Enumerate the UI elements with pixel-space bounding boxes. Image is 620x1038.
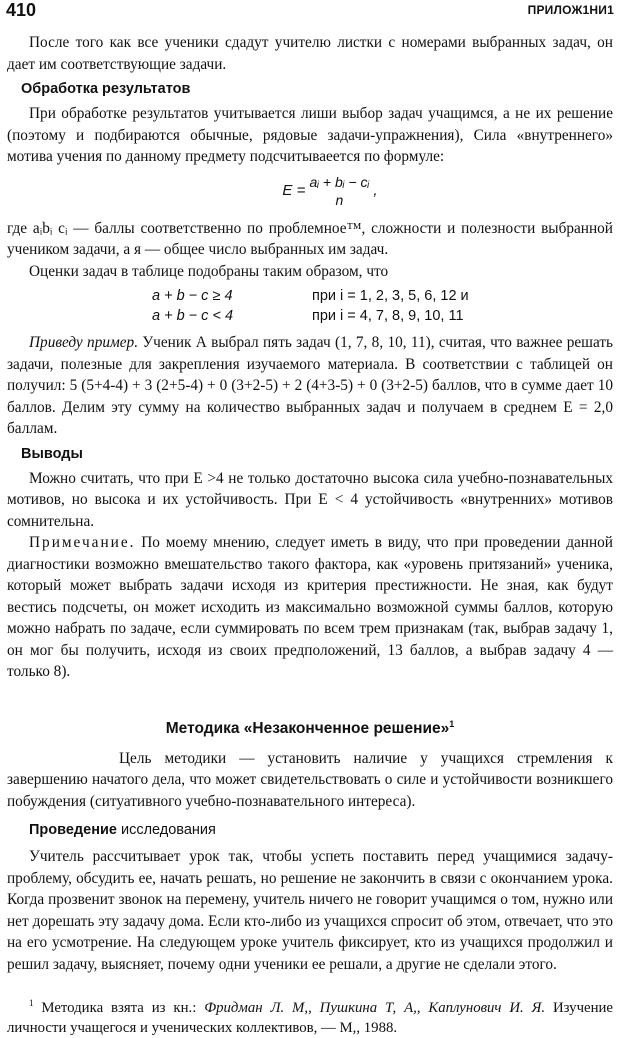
condition-row [7,306,613,326]
method-title-text: Методика «Незаконченное решение» [165,719,450,737]
page-number: 410 [6,0,37,20]
footnote-pre: Методика взята из кн.: [33,1000,205,1017]
heading-conduct-rest: исследования [116,822,216,839]
formula-denominator: n [335,191,344,208]
method-title [7,713,613,740]
heading-processing: Обработка результатов [21,81,191,97]
formula-lhs: E = [282,181,306,199]
paragraph-where: где aᵢbᵢ cᵢ — баллы соответственно по проблемное™, сложности и полезности выбранной учеником задачи, а я — общее число выбранных им задач. [7,219,613,258]
example-text: Ученик А выбрал пять задач (1, 7, 8, 10, 11), считая, что важнее решать задачи, полезные для закрепления изучаемого материала. В соответствии с таблицей он получил: 5 (5+4-4) + 3 (2+5-4) + 0 (3+2-5) + 2 (4+3-5) + 0 (3+2-5) баллов, что в сумме дает 10 баллов. Делим эту сумму на количество выбранных задач и получаем в среднем E = 2,0 баллам. [7,334,613,437]
condition-values: при i = 4, 7, 8, 9, 10, 11 [312,308,464,324]
condition-expression: a + b − c < 4 [152,308,234,324]
paragraph-conclusions: Можно считать, что при E >4 не только достаточно высока сила учебно-познавательных мотивов, но высока и их устойчивость. При E < 4 устойчивость «внутренних» мотивов сомнительна. [7,469,613,530]
example-lead: Приведу пример. [29,334,139,351]
conditions-block [7,286,613,326]
note-text: По моему мнению, следует иметь в виду, что при проведении данной диагностики возможно вмешательство такого фактора, как «уровень притязаний» ученика, который может выбрать задачи исходя из критерия престижности. Не зная, как будут вестись подсчеты, он может исходить из максимально возможной суммы баллов, которую можно набрать по задаче, если суммировать по всем трем признакам (так, выбрав задачу 1, он мог бы получить, исходя из своих предположений, 13 баллов, а выбрав задачу 4 — только 8). [7,534,613,680]
footnote [7,993,613,1038]
formula-expression [282,174,377,208]
running-head: ПРИЛОЖ1НИ1 [527,3,614,17]
page-body [7,32,613,1038]
formula-tail: , [373,181,378,199]
note-lead: Примечание. [29,534,136,551]
paragraph-note [7,532,613,683]
condition-values: при i = 1, 2, 3, 5, 6, 12 и [312,288,469,304]
paragraph-intro: После того как все ученики сдадут учителю листки с номерами выбранных задач, он дает им соответствующие задачи. [7,34,613,73]
formula-numerator: aᵢ + bᵢ − cᵢ [309,173,370,190]
heading-conduct [29,820,613,840]
heading-conclusions: Выводы [21,445,83,462]
paragraph-goal: Цель методики — установить наличие у учащихся стремления к завершению начатого дела, что может свидетельствовать о силе и устойчивости возникшего побуждения (ситуативного учебно-познавательного интереса). [7,749,613,810]
paragraph-processing: При обработке результатов учитывается лиши выбор задач учащимся, а не их решение (поэтому и подбираются обычные, рядовые задачи-упражнения), Сила «внутреннего» мотива учения по данному предмету подсчитываеется по формуле: [7,105,613,165]
page-header [0,0,620,24]
condition-row [7,286,613,306]
formula [7,174,613,214]
paragraph-scores: Оценки задач в таблице подобраны таким образом, что [29,262,389,280]
condition-expression: a + b − c ≥ 4 [152,288,233,304]
footnote-authors: Фридман Л. М,, Пушкина Т, А,, Каплунович И. Я. [204,1000,546,1017]
heading-conduct-bold: Проведение [29,822,117,839]
footnote-ref: 1 [449,718,455,729]
paragraph-example [7,332,613,440]
formula-fraction [310,174,370,208]
footnote-post: Изучение личности учащегося и ученических коллективов, — М,, 1988. [7,1000,613,1037]
paragraph-conduct: Учитель рассчитывает урок так, чтобы успеть поставить перед учащимися задачу-проблему, обсудить ее, начать решать, но решение не закончить в связи с окончанием урока. Когда прозвенит звонок на перемену, учитель ничего не говорит учащимся о том, нужно или нет дорешать эту задачу дома. Если кто-либо из учащихся спросит об этом, отвечает, что это на его усмотрение. На следующем уроке учитель фиксирует, кто из учащихся продолжил и решил задачу, выясняет, почему одни ученики ее решали, а другие не сделали этого. [7,848,613,973]
section-gap [7,683,613,713]
footnote-mark: 1 [29,998,34,1009]
